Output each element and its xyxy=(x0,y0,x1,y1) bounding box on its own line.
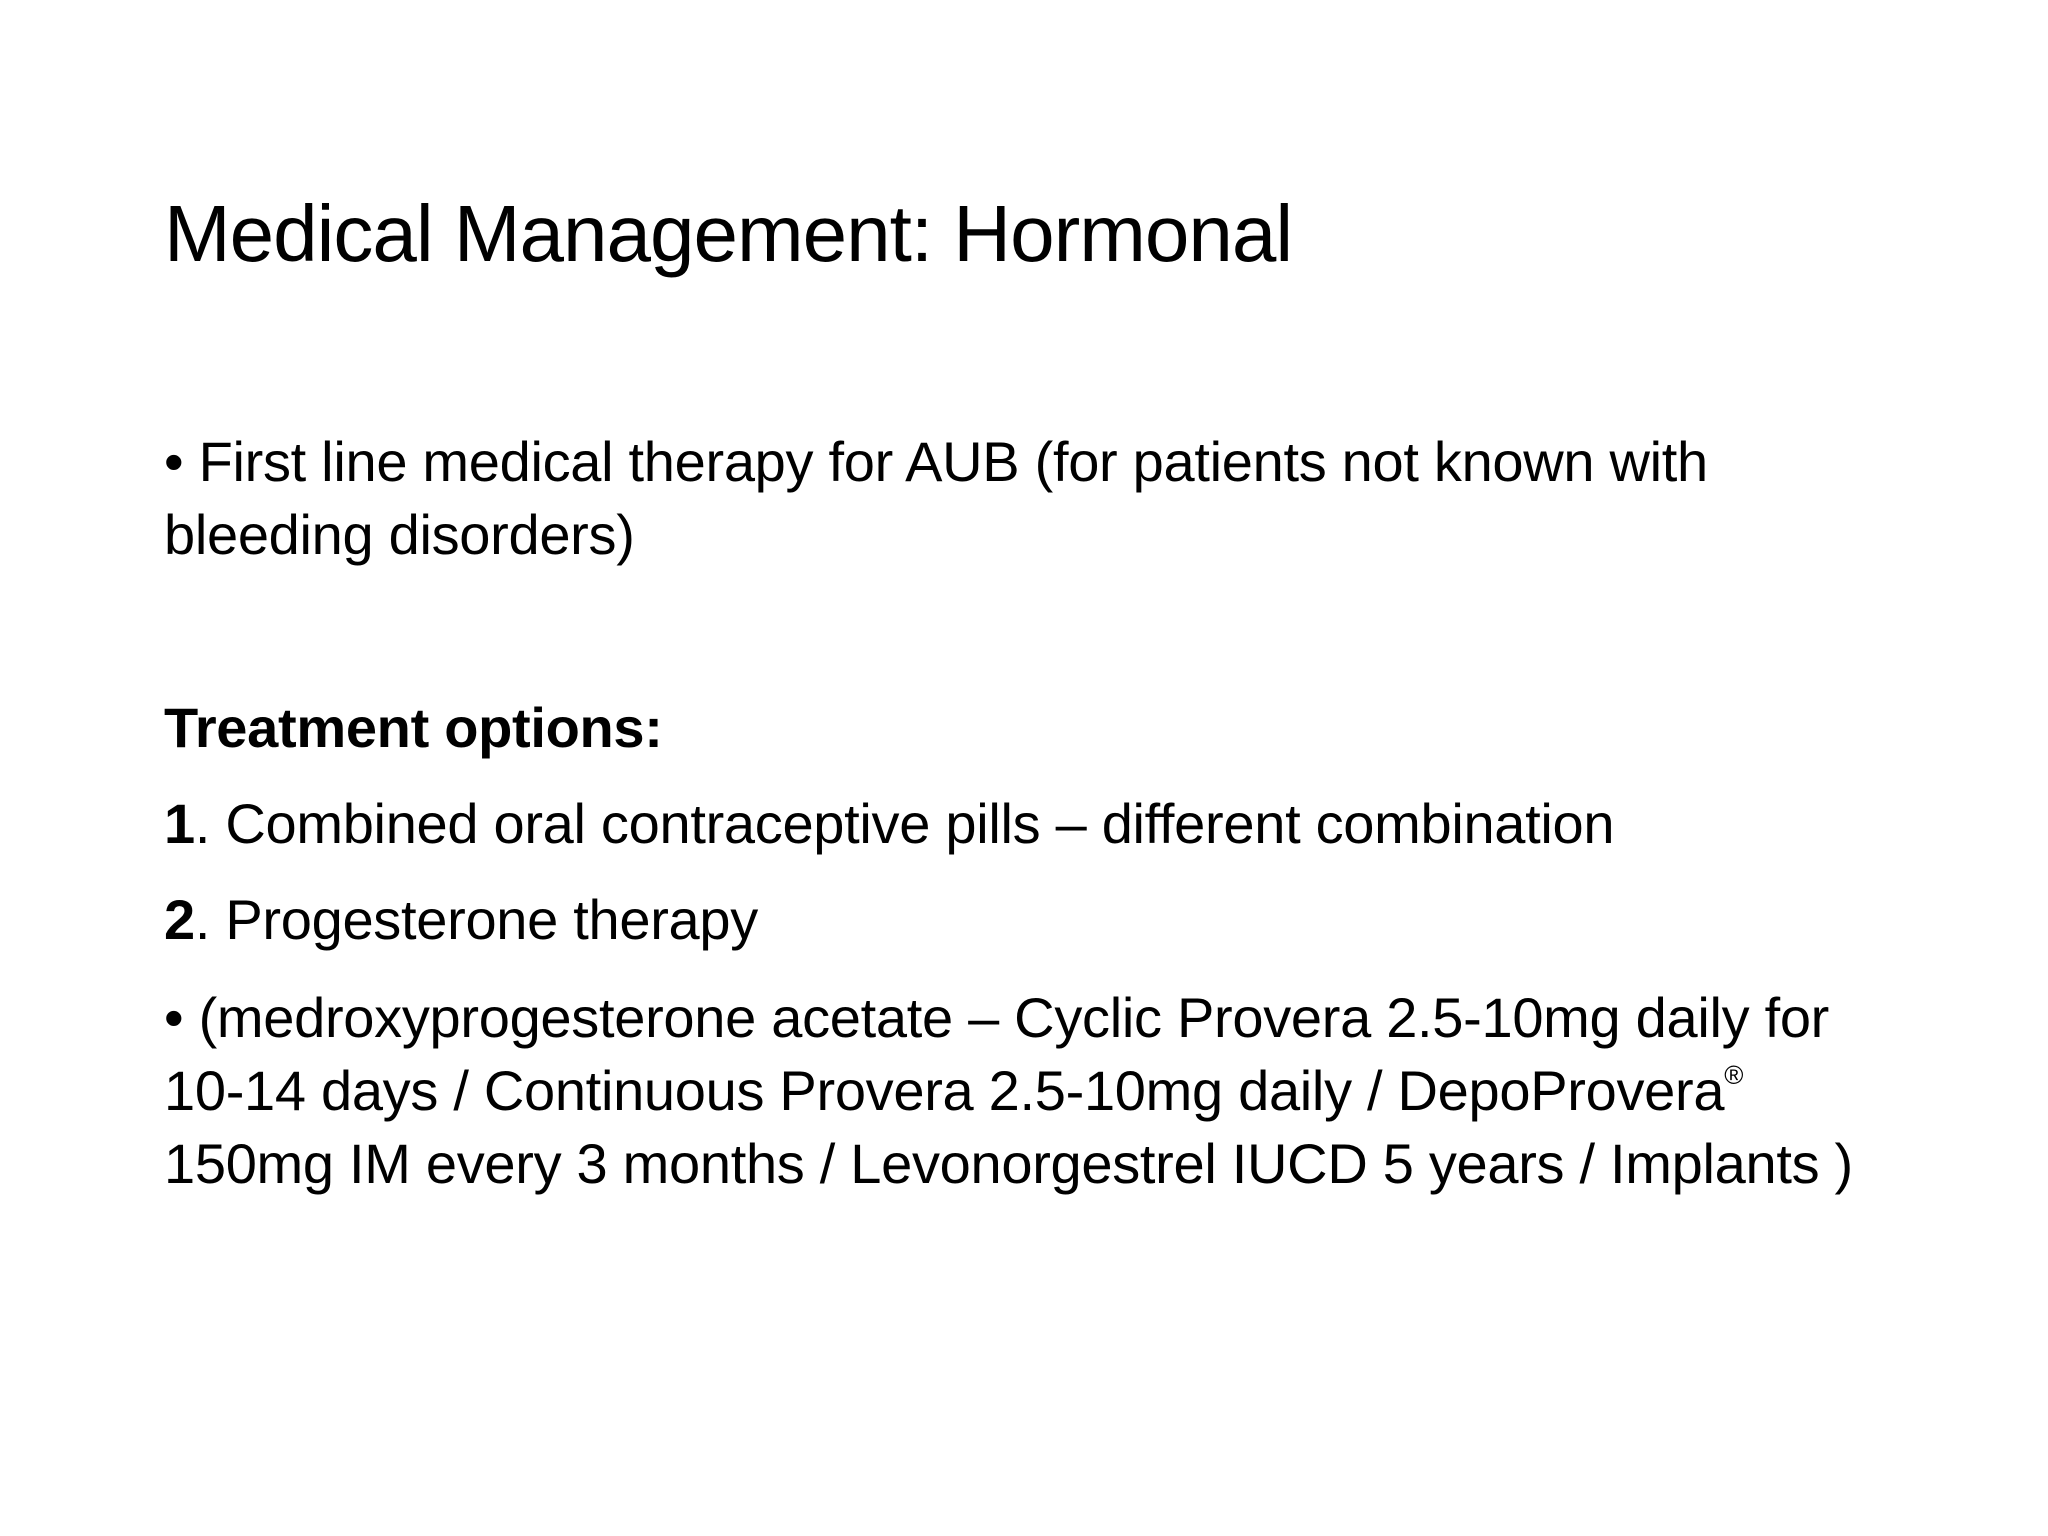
details-text-start: (medroxyprogesterone acetate – Cyclic Provera 2.5-10mg daily for 10-14 days / Continuous Provera 2.5-10mg daily / DepoProvera xyxy=(164,986,1830,1122)
intro-text: First line medical therapy for AUB (for patients not known with bleeding disorders) xyxy=(164,430,1708,566)
slide-title: Medical Management: Hormonal xyxy=(164,189,1293,278)
option-number: 1 xyxy=(164,792,195,855)
intro-bullet-paragraph xyxy=(164,425,1884,571)
progesterone-details-paragraph xyxy=(164,981,1884,1200)
option-number: 2 xyxy=(164,888,195,951)
option-text: . Combined oral contraceptive pills – different combination xyxy=(194,792,1615,855)
details-text-end: 150mg IM every 3 months / Levonorgestrel IUCD 5 years / Implants ) xyxy=(164,1132,1853,1195)
treatment-options-heading: Treatment options: xyxy=(164,696,663,759)
treatment-option-2 xyxy=(164,883,1884,956)
registered-trademark-mark: ® xyxy=(1724,1060,1744,1090)
treatment-option-1 xyxy=(164,787,1884,860)
bullet-icon: • xyxy=(164,430,184,493)
bullet-icon: • xyxy=(164,986,184,1049)
option-text: . Progesterone therapy xyxy=(194,888,758,951)
